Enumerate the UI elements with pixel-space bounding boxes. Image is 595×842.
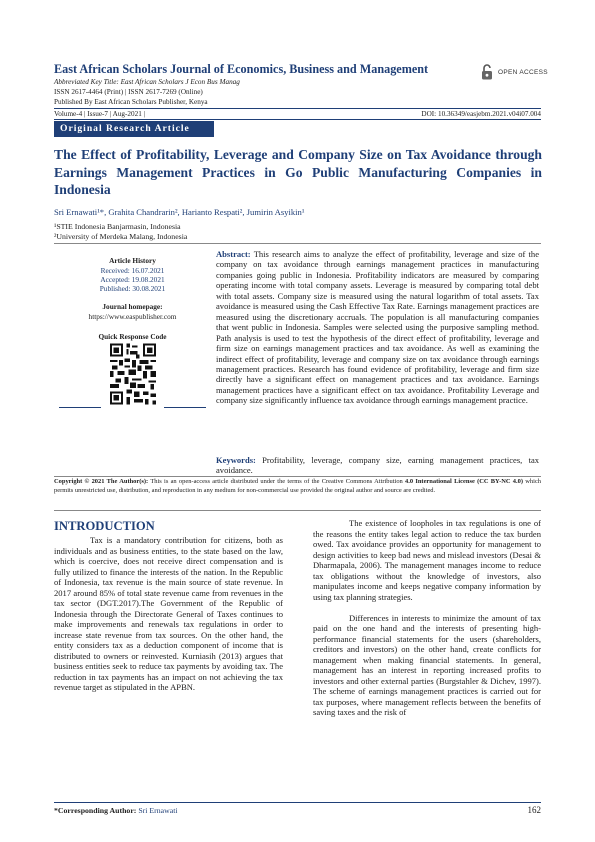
article-info-sidebar [54, 246, 211, 476]
issn: ISSN 2617-4464 (Print) | ISSN 2617-7269 (Online) [54, 88, 203, 96]
corresponding-author [54, 806, 178, 815]
copyright-rest: which permits unrestricted use, distribution, and reproduction in any medium for non-commercial use provided the original author and source are credited. [54, 478, 542, 494]
article-history-label: Article History [109, 256, 156, 265]
license-name[interactable]: 4.0 International License (CC BY-NC 4.0) [405, 478, 524, 485]
divider-3 [54, 510, 541, 511]
header-rule-2 [54, 119, 541, 120]
copyright-notice [54, 478, 541, 495]
publisher: Published By East African Scholars Publisher, Kenya [54, 98, 208, 106]
qr-label: Quick Response Code [98, 332, 167, 341]
body-column-right [313, 518, 541, 718]
header-rule [54, 108, 541, 109]
doi[interactable]: DOI: 10.36349/easjebm.2021.v04i07.004 [421, 110, 541, 118]
open-access-icon [481, 64, 493, 80]
paragraph: Differences in interests to minimize the amount of tax paid on the one hand and the interests of presenting high-performance financial statements for the users (shareholders, creditors and investors) on the other hand, create conflicts for management when making financial statements. In general, management has an interest in reporting increased profits to investors and other external parties (Burgstahler & Dichev, 1997). The scheme of earnings management practices is carried out for tax purposes, where management reflects between the benefits of saving taxes and the risk of [313, 612, 541, 717]
article-title: The Effect of Profitability, Leverage and Company Size on Tax Avoidance through Earnings Management Practices in Go Public Manufacturing Companies in Indonesia [54, 147, 542, 197]
sidebar-rule-left [59, 407, 101, 408]
paragraph: The existence of loopholes in tax regulations is one of the reasons the entity takes legal action to reduce the tax burden owed. Tax avoidance provides an opportunity for management to design activities to keep bad news and mislead investors (Desai & Dharmapala, 2006). The management manages income to reduce tax obligations without the knowledge of investors, also manipulates income and keeps negative company information by using tax planning strategies. [313, 518, 541, 602]
corresponding-author-label: *Corresponding Author: [54, 806, 137, 815]
copyright-text: This is an open-access article distributed under the terms of the Creative Commons Attribution [150, 478, 403, 485]
abstract-text: This research aims to analyze the effect of profitability, leverage and size of the company on tax avoidance through earnings management practices in manufacturing companies going public in Indonesia. Profitability indicators are measured by comparing operating income with total company assets. Leverage is measured by comparing total debt with total assets. Company size is measured using the natural logarithm of total assets. Tax avoidance is measured using the Cash Effective Tax Rate. Earnings management practices are measured using the discretionary accruals. The population is all manufacturing companies that went public in Indonesia. Samples were selected using the purposive sampling method. Path analysis is used to test the hypothesis of the direct effect of profitability, leverage and firm size on earnings management practices and tax avoidance. As well as examining the indirect effect of profitability, leverage and company size on tax avoidance through earnings management practices. Research has found evidence of profitability, leverage and firm size directly have a significant effect on management practices and tax avoidance. Earnings management practices have a significant effect on tax avoidance. Profitability Leverage and company size significantly influence tax avoidance through earnings management practice. [216, 249, 540, 406]
page-number: 162 [527, 805, 541, 815]
article-type-label: Original Research Article [60, 123, 190, 134]
journal-title: East African Scholars Journal of Economics, Business and Management [54, 62, 429, 76]
received-date: Received: 16.07.2021 [100, 266, 165, 275]
body-column-left [54, 535, 283, 693]
introduction-heading: INTRODUCTION [54, 519, 155, 533]
affiliation-2: ²University of Merdeka Malang, Indonesia [54, 232, 188, 241]
copyright-label: Copyright © 2021 The Author(s): [54, 478, 149, 485]
accepted-date: Accepted: 19.08.2021 [100, 275, 165, 284]
divider [54, 243, 541, 244]
abstract-label: Abstract: [216, 249, 251, 259]
qr-code-icon[interactable] [110, 343, 156, 405]
corresponding-author-name: Sri Ernawati [138, 806, 178, 815]
keywords-label: Keywords: [216, 455, 256, 465]
published-date: Published: 30.08.2021 [99, 284, 166, 293]
homepage-link[interactable]: https://www.easpublisher.com [88, 312, 177, 321]
keywords [216, 455, 539, 476]
volume-issue: Volume-4 | Issue-7 | Aug-2021 | [54, 110, 146, 118]
paragraph: Tax is a mandatory contribution for citizens, both as individuals and as business entities, to the state based on the law, which is coercive, does not receive direct compensation and is fully utilized to finance the interests of the nation. In the Republic of Indonesia, tax revenue is the main source of state revenue. In 2017 around 85% of total state revenue came from revenues in the tax sector (DGT.2017).The Government of the Republic of Indonesia through the Directorate General of Taxes continues to make improvements and renewals tax regulations in order to increase state revenue from tax sources. On the other hand, the entity considers tax as a deduction component of income that is distributed to owners or reinvested. Kurniasih (2013) argues that business entities seek to reduce tax payments by avoiding tax. The reduction in tax payments has an impact on not achieving the tax revenue target as stipulated in the APBN. [54, 535, 283, 692]
footer-rule [54, 802, 541, 803]
affiliation-1: ¹STIE Indonesia Banjarmasin, Indonesia [54, 222, 181, 231]
article-type-badge [54, 121, 214, 137]
abbreviated-title: Abbreviated Key Title: East African Scholars J Econ Bus Manag [54, 78, 240, 86]
divider-2 [54, 476, 541, 477]
open-access-label: OPEN ACCESS [498, 69, 548, 76]
homepage-label: Journal homepage: [102, 302, 163, 311]
sidebar-rule-right [164, 407, 206, 408]
keywords-text: Profitability, leverage, company size, earning management practices, tax avoidance. [216, 455, 540, 476]
authors: Sri Ernawati¹*, Grahita Chandrarin², Harianto Respati², Jumirin Asyikin¹ [54, 207, 305, 217]
abstract [216, 249, 539, 406]
